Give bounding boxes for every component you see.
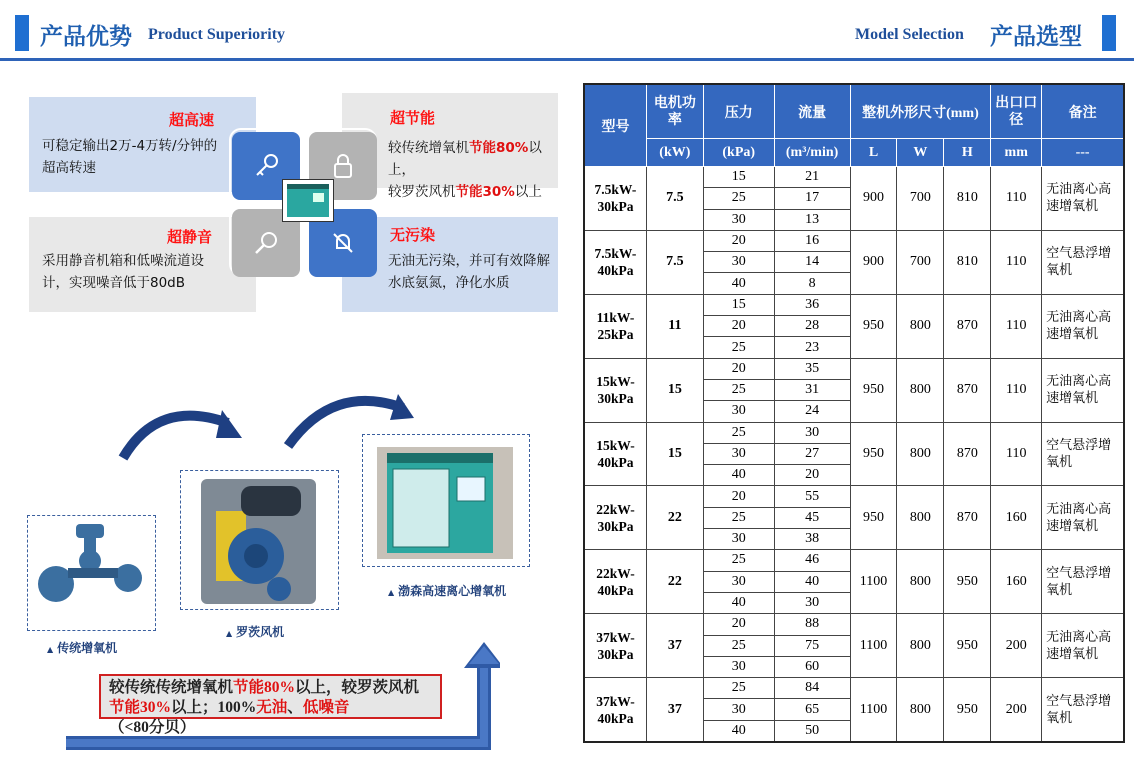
pressure-cell: 20 (703, 230, 774, 251)
pressure-cell: 25 (703, 188, 774, 209)
flow-cell: 35 (774, 358, 850, 379)
power-cell: 11 (646, 294, 703, 358)
power-cell: 15 (646, 358, 703, 422)
flow-cell: 30 (774, 422, 850, 443)
pressure-cell: 20 (703, 316, 774, 337)
outlet-cell: 200 (991, 678, 1042, 742)
section-title-en-left: Product Superiority (148, 26, 286, 43)
flow-cell: 21 (774, 167, 850, 188)
centrifugal-aerator-image (363, 435, 527, 564)
flow-cell: 40 (774, 571, 850, 592)
section-title-cn-right: 产品选型 (990, 24, 1082, 50)
outlet-cell: 110 (991, 167, 1042, 231)
flow-cell: 50 (774, 720, 850, 741)
width-cell: 800 (897, 614, 944, 678)
pressure-cell: 30 (703, 529, 774, 550)
pressure-cell: 30 (703, 443, 774, 464)
flow-cell: 46 (774, 550, 850, 571)
power-cell: 37 (646, 678, 703, 742)
roots-blower-image (181, 471, 336, 607)
pressure-cell: 30 (703, 656, 774, 677)
length-cell: 950 (850, 422, 897, 486)
model-cell: 15kW-40kPa (585, 422, 647, 486)
flow-cell: 65 (774, 699, 850, 720)
outlet-cell: 160 (991, 486, 1042, 550)
flow-cell: 28 (774, 316, 850, 337)
traditional-aerator-image (28, 516, 153, 628)
flow-cell: 88 (774, 614, 850, 635)
note-cell: 空气悬浮增氧机 (1042, 678, 1124, 742)
power-cell: 7.5 (646, 167, 703, 231)
feature-text: 较传统增氧机节能80%以上， 较罗茨风机节能30%以上 (388, 140, 542, 200)
note-cell: 空气悬浮增氧机 (1042, 550, 1124, 614)
outlet-cell: 110 (991, 230, 1042, 294)
feature-text: 可稳定输出2万-4万转/分钟的超高转速 (42, 138, 218, 176)
height-cell: 870 (944, 294, 991, 358)
flow-cell: 30 (774, 592, 850, 613)
header-outlet: 出口口径 (991, 85, 1042, 139)
table-row (585, 230, 1124, 251)
note-cell: 无油离心高速增氧机 (1042, 294, 1124, 358)
header-pressure: 压力 (703, 85, 774, 139)
pressure-cell: 20 (703, 486, 774, 507)
pressure-cell: 30 (703, 401, 774, 422)
model-selection-table (584, 84, 1124, 742)
outlet-cell: 110 (991, 294, 1042, 358)
unit-note-dash: --- (1042, 139, 1124, 167)
model-cell: 15kW-30kPa (585, 358, 647, 422)
table-row (585, 422, 1124, 443)
unit-w: W (897, 139, 944, 167)
height-cell: 810 (944, 167, 991, 231)
model-cell: 7.5kW-40kPa (585, 230, 647, 294)
section-title-cn-left: 产品优势 (40, 24, 132, 50)
header-accent-bar-right (1102, 15, 1116, 51)
flow-cell: 84 (774, 678, 850, 699)
table-row (585, 358, 1124, 379)
feature-title: 超静音 (167, 228, 213, 246)
length-cell: 1100 (850, 614, 897, 678)
note-cell: 无油离心高速增氧机 (1042, 486, 1124, 550)
unit-h: H (944, 139, 991, 167)
width-cell: 800 (897, 358, 944, 422)
height-cell: 810 (944, 230, 991, 294)
outlet-cell: 110 (991, 358, 1042, 422)
note-cell: 无油离心高速增氧机 (1042, 614, 1124, 678)
width-cell: 800 (897, 486, 944, 550)
flow-cell: 17 (774, 188, 850, 209)
flow-cell: 60 (774, 656, 850, 677)
feature-text: 无油无污染，并可有效降解水底氨氮，净化水质 (388, 253, 550, 291)
outlet-cell: 110 (991, 422, 1042, 486)
outlet-cell: 160 (991, 550, 1042, 614)
header-model: 型号 (585, 85, 647, 167)
pressure-cell: 20 (703, 358, 774, 379)
header-motor: 电机功率 (646, 85, 703, 139)
caption-traditional: ▲ 传统增氧机 (47, 641, 118, 655)
pressure-cell: 40 (703, 592, 774, 613)
header-divider (0, 58, 1134, 61)
outlet-cell: 200 (991, 614, 1042, 678)
caption-roots: ▲ 罗茨风机 (226, 625, 285, 639)
flow-cell: 20 (774, 465, 850, 486)
table-row (585, 486, 1124, 507)
flow-cell: 45 (774, 507, 850, 528)
unit-l: L (850, 139, 897, 167)
length-cell: 900 (850, 230, 897, 294)
flow-cell: 13 (774, 209, 850, 230)
pressure-cell: 30 (703, 571, 774, 592)
power-cell: 22 (646, 486, 703, 550)
pressure-cell: 20 (703, 614, 774, 635)
note-cell: 空气悬浮增氧机 (1042, 422, 1124, 486)
width-cell: 800 (897, 550, 944, 614)
summary-box: 较传统传统增氧机节能80%以上，较罗茨风机节能30%以上；100%无油、低噪音（<80分贝） (99, 674, 442, 719)
table-row (585, 614, 1124, 635)
model-cell: 11kW-25kPa (585, 294, 647, 358)
height-cell: 870 (944, 422, 991, 486)
flow-cell: 14 (774, 252, 850, 273)
section-title-en-right: Model Selection (855, 26, 964, 43)
pressure-cell: 40 (703, 720, 774, 741)
height-cell: 950 (944, 614, 991, 678)
unit-kw: (kW) (646, 139, 703, 167)
header-flow: 流量 (774, 85, 850, 139)
width-cell: 700 (897, 167, 944, 231)
model-cell: 37kW-40kPa (585, 678, 647, 742)
pressure-cell: 25 (703, 422, 774, 443)
table-row (585, 678, 1124, 699)
power-cell: 37 (646, 614, 703, 678)
table-row (585, 167, 1124, 188)
flow-cell: 36 (774, 294, 850, 315)
power-cell: 22 (646, 550, 703, 614)
flow-cell: 24 (774, 401, 850, 422)
height-cell: 950 (944, 550, 991, 614)
power-cell: 15 (646, 422, 703, 486)
header-dimensions: 整机外形尺寸(mm) (850, 85, 991, 139)
width-cell: 700 (897, 230, 944, 294)
height-cell: 950 (944, 678, 991, 742)
length-cell: 1100 (850, 550, 897, 614)
table-row (585, 294, 1124, 315)
feature-high-speed (29, 97, 256, 192)
roots-blower-frame (180, 470, 339, 610)
pressure-cell: 25 (703, 379, 774, 400)
note-cell: 无油离心高速增氧机 (1042, 167, 1124, 231)
width-cell: 800 (897, 422, 944, 486)
flow-cell: 27 (774, 443, 850, 464)
note-cell: 无油离心高速增氧机 (1042, 358, 1124, 422)
pressure-cell: 25 (703, 337, 774, 358)
centrifugal-aerator-frame (362, 434, 530, 567)
caption-centrifugal: ▲ 渤森高速离心增氧机 (388, 584, 507, 598)
length-cell: 950 (850, 294, 897, 358)
pressure-cell: 25 (703, 678, 774, 699)
length-cell: 950 (850, 358, 897, 422)
flow-cell: 8 (774, 273, 850, 294)
length-cell: 900 (850, 167, 897, 231)
width-cell: 800 (897, 678, 944, 742)
unit-flow: (m³/min) (774, 139, 850, 167)
feature-title: 超高速 (169, 111, 215, 129)
table-row (585, 550, 1124, 571)
height-cell: 870 (944, 358, 991, 422)
unit-mm: mm (991, 139, 1042, 167)
feature-silent (29, 217, 256, 312)
note-cell: 空气悬浮增氧机 (1042, 230, 1124, 294)
pressure-cell: 30 (703, 209, 774, 230)
flow-cell: 38 (774, 529, 850, 550)
model-cell: 22kW-40kPa (585, 550, 647, 614)
width-cell: 800 (897, 294, 944, 358)
header-note: 备注 (1042, 85, 1124, 139)
pressure-cell: 25 (703, 635, 774, 656)
header-accent-bar-left (15, 15, 29, 51)
pressure-cell: 15 (703, 294, 774, 315)
pressure-cell: 40 (703, 273, 774, 294)
flow-cell: 75 (774, 635, 850, 656)
traditional-aerator-frame (27, 515, 156, 631)
flow-cell: 31 (774, 379, 850, 400)
height-cell: 870 (944, 486, 991, 550)
product-thumbnail (282, 179, 334, 222)
length-cell: 950 (850, 486, 897, 550)
model-cell: 37kW-30kPa (585, 614, 647, 678)
unit-kpa: (kPa) (703, 139, 774, 167)
pressure-cell: 15 (703, 167, 774, 188)
flow-cell: 16 (774, 230, 850, 251)
power-cell: 7.5 (646, 230, 703, 294)
pressure-cell: 25 (703, 507, 774, 528)
feature-title: 无污染 (390, 226, 436, 244)
pressure-cell: 40 (703, 465, 774, 486)
flow-cell: 23 (774, 337, 850, 358)
flow-cell: 55 (774, 486, 850, 507)
pressure-cell: 30 (703, 252, 774, 273)
feature-title: 超节能 (390, 109, 436, 127)
model-cell: 7.5kW-30kPa (585, 167, 647, 231)
pressure-cell: 30 (703, 699, 774, 720)
feature-text: 采用静音机箱和低噪流道设计，实现噪音低于80dB (42, 253, 204, 291)
pressure-cell: 25 (703, 550, 774, 571)
length-cell: 1100 (850, 678, 897, 742)
model-cell: 22kW-30kPa (585, 486, 647, 550)
